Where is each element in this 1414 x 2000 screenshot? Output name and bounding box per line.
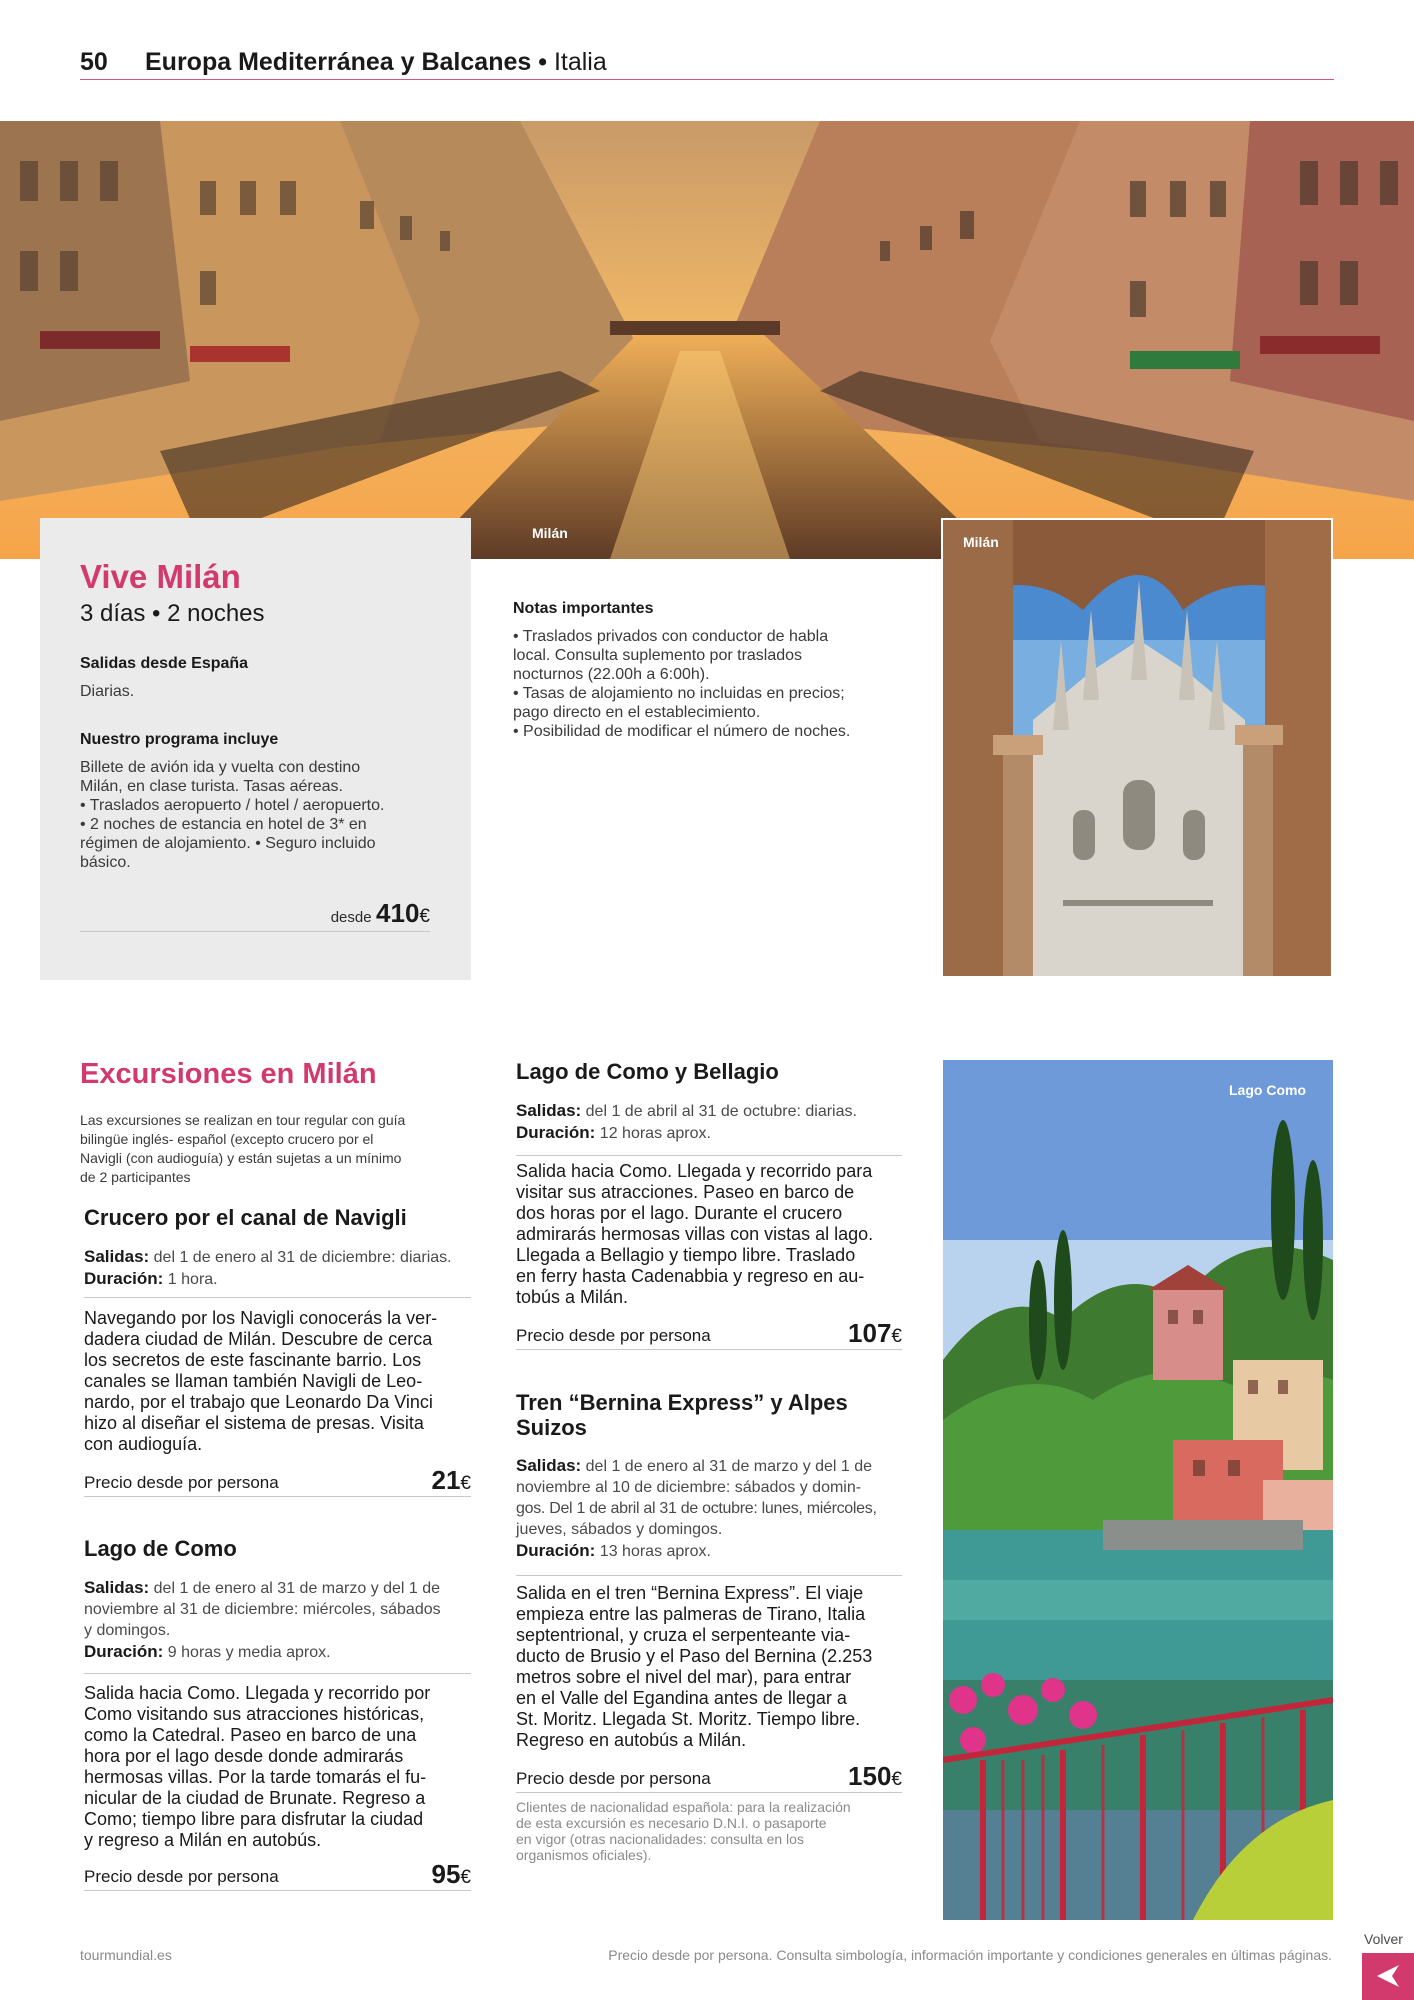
duomo-illustration	[943, 520, 1333, 978]
duration-text: 1 hora.	[167, 1271, 218, 1288]
excursions-description-line: de 2 participantes	[80, 1169, 191, 1185]
includes-label: Nuestro programa incluye	[80, 731, 279, 748]
body-line: dos horas por el lago. Durante el crucero	[516, 1203, 843, 1223]
duration-text: 12 horas aprox.	[599, 1125, 711, 1142]
body-line: dadera ciudad de Milán. Descubre de cerca	[84, 1329, 433, 1349]
body-line: Salida hacia Como. Llegada y recorrido por	[84, 1683, 431, 1703]
includes-line: régimen de alojamiento. • Seguro incluido	[80, 835, 376, 852]
body-line: metros sobre el nivel del mar), para entrar	[516, 1667, 852, 1687]
lake-como-illustration	[943, 1060, 1333, 1920]
section-title-main: Europa Mediterránea y Balcanes	[145, 48, 532, 76]
hero-caption: Milán	[532, 525, 568, 541]
package-price: 410	[376, 898, 420, 928]
body-line: en el Valle del Egandina antes de llegar a	[516, 1688, 847, 1708]
departures-label: Salidas:	[516, 1101, 582, 1120]
excursions-title: Excursiones en Milán	[80, 1058, 377, 1090]
currency-symbol: €	[460, 1867, 471, 1888]
price-value-wrap	[848, 1761, 902, 1792]
departures-row	[84, 1246, 474, 1268]
price-label: Precio desde por persona	[84, 1473, 279, 1492]
price-value-wrap	[432, 1465, 472, 1496]
divider	[516, 1155, 902, 1156]
departures-label: Salidas:	[516, 1456, 582, 1475]
body-line: hermosas villas. Por la tarde tomarás el fu-	[84, 1767, 427, 1787]
body-line: los secretos de este fascinante barrio. Los	[84, 1350, 422, 1370]
excursion-meta	[84, 1246, 474, 1290]
back-button[interactable]	[1362, 1953, 1414, 2000]
photo-lake-como	[943, 1060, 1333, 1920]
includes-line: básico.	[80, 854, 131, 871]
body-line: canales se llaman también Navigli de Leo-	[84, 1371, 423, 1391]
price-value-wrap	[848, 1318, 902, 1349]
package-title: Vive Milán	[80, 558, 241, 595]
departures-row	[516, 1455, 908, 1477]
body-line: Salida hacia Como. Llegada y recorrido para	[516, 1161, 873, 1181]
body-line: Salida en el tren “Bernina Express”. El viaje	[516, 1583, 864, 1603]
duration-row	[84, 1268, 474, 1290]
note-line: organismos oficiales).	[516, 1847, 652, 1863]
duration-row	[84, 1641, 474, 1663]
departures-row-cont: noviembre al 31 de diciembre: miércoles, sábados	[84, 1601, 441, 1618]
excursion-title: Crucero por el canal de Navigli	[84, 1205, 407, 1230]
departures-row	[84, 1577, 474, 1599]
excursion-body	[516, 1161, 900, 1308]
duration-text: 13 horas aprox.	[599, 1543, 711, 1560]
note-line: en vigor (otras nacionalidades: consulta en los	[516, 1831, 804, 1847]
footer-disclaimer: Precio desde por persona. Consulta simbología, información importante y condiciones generales en últimas páginas.	[608, 1947, 1332, 1963]
price-from-label: desde	[330, 909, 372, 926]
body-line: con audioguía.	[84, 1434, 203, 1454]
body-line: tobús a Milán.	[516, 1287, 629, 1307]
package-price-row	[80, 898, 430, 932]
notes-line: pago directo en el establecimiento.	[513, 704, 761, 721]
body-line: en ferry hasta Cadenabbia y regreso en au-	[516, 1266, 865, 1286]
departures-text: del 1 de enero al 31 de diciembre: diarias.	[153, 1249, 452, 1266]
excursion-body	[516, 1583, 900, 1751]
departures-text: del 1 de enero al 31 de marzo y del 1 de	[585, 1458, 873, 1475]
photo-milan-duomo	[941, 518, 1333, 978]
excursion-title-line: Suizos	[516, 1415, 587, 1440]
body-line: como la Catedral. Paseo en barco de una	[84, 1725, 417, 1745]
body-line: nardo, por el trabajo que Leonardo Da Vinci	[84, 1392, 433, 1412]
body-line: ducto de Brusio y el Paso del Bernina (2.253	[516, 1646, 873, 1666]
title-separator: •	[538, 48, 547, 76]
excursion-price: 107	[848, 1318, 892, 1348]
excursion-price: 21	[431, 1465, 461, 1495]
excursion-title	[516, 1390, 848, 1440]
price-row	[516, 1320, 902, 1350]
currency-symbol: €	[460, 1473, 471, 1494]
price-row	[516, 1763, 902, 1793]
notes-line: • Tasas de alojamiento no incluidas en precios;	[513, 685, 845, 702]
hero-image-navigli	[0, 121, 1414, 559]
body-line: Como; tiempo libre para disfrutar la ciudad	[84, 1809, 424, 1829]
body-line: empieza entre las palmeras de Tirano, Italia	[516, 1604, 866, 1624]
body-line: Navegando por los Navigli conocerás la ver-	[84, 1308, 438, 1328]
note-line: de esta excursión es necesario D.N.I. o pasaporte	[516, 1815, 827, 1831]
duration-label: Duración:	[516, 1541, 596, 1560]
departures-row-cont: jueves, sábados y domingos.	[516, 1521, 723, 1538]
departures-row-cont: noviembre al 10 de diciembre: sábados y domin-	[516, 1479, 862, 1496]
excursion-title: Lago de Como y Bellagio	[516, 1059, 779, 1084]
duration-text: 9 horas y media aprox.	[167, 1644, 331, 1661]
body-line: nicular de la ciudad de Brunate. Regreso a	[84, 1788, 426, 1808]
back-label: Volver	[1364, 1931, 1403, 1947]
excursion-body	[84, 1308, 468, 1455]
excursion-price: 150	[848, 1761, 892, 1791]
notes-label: Notas importantes	[513, 600, 654, 617]
note-line: Clientes de nacionalidad española: para la realización	[516, 1799, 851, 1815]
body-line: Como visitando sus atracciones históricas,	[84, 1704, 425, 1724]
excursions-description	[80, 1111, 460, 1187]
departures-label: Salidas:	[84, 1578, 150, 1597]
body-line: St. Moritz. Llegada St. Moritz. Tiempo libre.	[516, 1709, 861, 1729]
notes-text	[513, 627, 913, 741]
back-arrow-icon	[1375, 1963, 1401, 1989]
excursion-meta	[84, 1577, 474, 1663]
page-header	[80, 46, 1334, 80]
price-row	[84, 1861, 471, 1891]
duration-row	[516, 1540, 908, 1562]
excursions-description-line: Las excursiones se realizan en tour regular con guía	[80, 1112, 406, 1128]
duration-label: Duración:	[516, 1123, 596, 1142]
duration-label: Duración:	[84, 1642, 164, 1661]
excursion-body	[84, 1683, 468, 1851]
body-line: septentrional, y cruza el serpenteante via-	[516, 1625, 851, 1645]
section-subtitle: Italia	[553, 48, 607, 76]
price-label: Precio desde por persona	[84, 1867, 279, 1886]
currency-symbol: €	[891, 1769, 902, 1790]
body-line: hora por el lago desde donde admirarás	[84, 1746, 404, 1766]
divider	[84, 1673, 471, 1674]
price-label: Precio desde por persona	[516, 1769, 711, 1788]
includes-line: • Traslados aeropuerto / hotel / aeropuerto.	[80, 797, 385, 814]
excursions-description-line: Navigli (con audioguía) y están sujetas a un mínimo	[80, 1150, 402, 1166]
photo-caption: Lago Como	[1229, 1082, 1306, 1098]
page-number: 50	[80, 48, 108, 76]
notes-line: • Traslados privados con conductor de habla	[513, 628, 829, 645]
duration-row	[516, 1122, 906, 1144]
currency-symbol: €	[891, 1326, 902, 1347]
departures-label: Salidas:	[84, 1247, 150, 1266]
footer-site: tourmundial.es	[80, 1947, 172, 1963]
price-value-wrap	[432, 1859, 472, 1890]
departures-row-cont: gos. Del 1 de abril al 31 de octubre: lunes, miércoles,	[516, 1500, 877, 1517]
excursion-note	[516, 1799, 916, 1863]
package-duration: 3 días • 2 noches	[80, 600, 265, 627]
body-line: visitar sus atracciones. Paseo en barco de	[516, 1182, 855, 1202]
section-title	[145, 48, 607, 77]
departures-text: del 1 de abril al 31 de octubre: diarias.	[585, 1103, 857, 1120]
departures-text: del 1 de enero al 31 de marzo y del 1 de	[153, 1580, 441, 1597]
excursion-meta	[516, 1100, 906, 1144]
body-line: Llegada a Bellagio y tiempo libre. Traslado	[516, 1245, 856, 1265]
photo-caption: Milán	[963, 534, 999, 550]
excursion-price: 95	[431, 1859, 461, 1889]
excursion-title: Lago de Como	[84, 1536, 237, 1561]
body-line: y regreso a Milán en autobús.	[84, 1830, 322, 1850]
notes-line: local. Consulta suplemento por traslados	[513, 647, 803, 664]
excursions-description-line: bilingüe inglés- español (excepto crucero por el	[80, 1131, 374, 1147]
duration-label: Duración:	[84, 1269, 164, 1288]
includes-line: • 2 noches de estancia en hotel de 3* en	[80, 816, 367, 833]
currency-symbol: €	[419, 906, 430, 927]
includes-line: Milán, en clase turista. Tasas aéreas.	[80, 778, 343, 795]
notes-line: nocturnos (22.00h a 6:00h).	[513, 666, 710, 683]
price-label: Precio desde por persona	[516, 1326, 711, 1345]
body-line: admirarás hermosas villas con vistas al lago.	[516, 1224, 874, 1244]
price-row	[84, 1467, 471, 1497]
departures-text: Diarias.	[80, 683, 135, 700]
hero-illustration	[0, 121, 1414, 559]
excursion-meta	[516, 1455, 908, 1562]
departures-row-cont: y domingos.	[84, 1622, 171, 1639]
body-line: hizo al diseñar el sistema de presas. Visita	[84, 1413, 424, 1433]
includes-line: Billete de avión ida y vuelta con destino	[80, 759, 361, 776]
divider	[516, 1575, 902, 1576]
excursion-title-line: Tren “Bernina Express” y Alpes	[516, 1390, 848, 1415]
body-line: Regreso en autobús a Milán.	[516, 1730, 747, 1750]
package-box	[40, 518, 471, 980]
divider	[84, 1297, 471, 1298]
notes-line: • Posibilidad de modificar el número de noches.	[513, 723, 851, 740]
departures-label: Salidas desde España	[80, 655, 249, 672]
departures-row	[516, 1100, 906, 1122]
includes-text	[80, 758, 430, 872]
